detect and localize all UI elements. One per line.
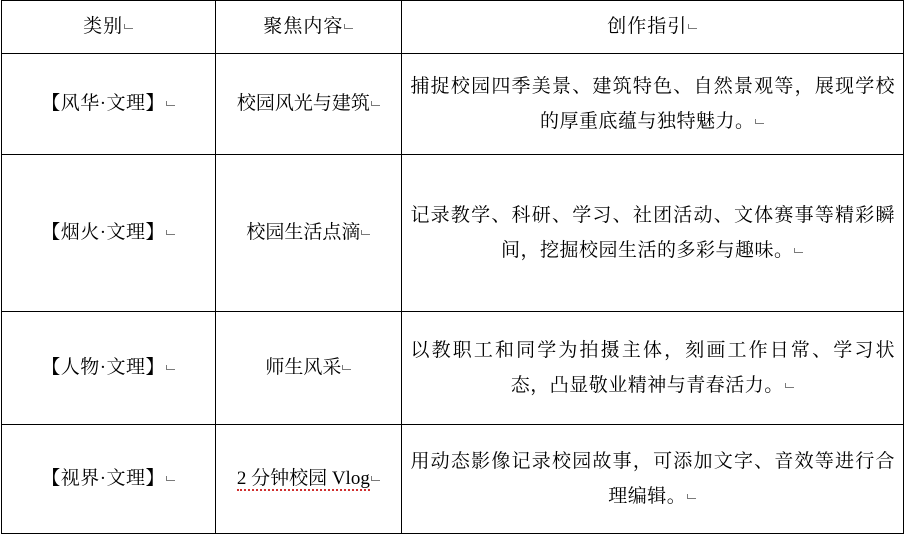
header-label-category: 类别 xyxy=(83,16,124,38)
pilcrow-mark-icon xyxy=(688,22,698,32)
guide-text: 用动态影像记录校园故事，可添加文字、音效等进行合理编辑。 xyxy=(410,450,895,507)
table-row xyxy=(2,155,904,312)
table-row xyxy=(2,425,904,534)
cell-category xyxy=(2,155,216,312)
pilcrow-mark-icon xyxy=(342,363,352,373)
creation-guidelines-table xyxy=(1,0,904,534)
pilcrow-mark-icon xyxy=(371,99,381,109)
category-label: 【烟火·文理】 xyxy=(41,222,166,244)
pilcrow-mark-icon xyxy=(124,22,134,32)
table-body xyxy=(2,54,904,534)
cell-focus xyxy=(216,312,402,425)
pilcrow-mark-icon xyxy=(687,492,697,502)
pilcrow-mark-icon xyxy=(371,474,381,484)
cell-category xyxy=(2,54,216,155)
pilcrow-mark-icon xyxy=(794,246,804,256)
header-cell-category xyxy=(2,1,216,54)
guide-text: 捕捉校园四季美景、建筑特色、自然景观等，展现学校的厚重底蕴与独特魅力。 xyxy=(410,75,895,132)
cell-guide xyxy=(402,155,904,312)
pilcrow-mark-icon xyxy=(166,363,176,373)
pilcrow-mark-icon xyxy=(785,381,795,391)
focus-label: 校园生活点滴 xyxy=(246,222,361,244)
header-cell-guide xyxy=(402,1,904,54)
pilcrow-mark-icon xyxy=(166,474,176,484)
cell-category xyxy=(2,312,216,425)
category-label: 【风华·文理】 xyxy=(41,93,166,115)
focus-label: 2 分钟校园 Vlog xyxy=(236,468,370,490)
header-label-guide: 创作指引 xyxy=(607,16,688,38)
cell-guide xyxy=(402,425,904,534)
guide-text: 记录教学、科研、学习、社团活动、文体赛事等精彩瞬间，挖掘校园生活的多彩与趣味。 xyxy=(410,204,895,261)
pilcrow-mark-icon xyxy=(755,117,765,127)
cell-focus xyxy=(216,425,402,534)
focus-label: 师生风采 xyxy=(265,357,342,379)
pilcrow-mark-icon xyxy=(166,228,176,238)
header-label-focus: 聚焦内容 xyxy=(263,16,344,38)
table-row xyxy=(2,312,904,425)
table-header xyxy=(2,1,904,54)
pilcrow-mark-icon xyxy=(166,99,176,109)
pilcrow-mark-icon xyxy=(344,22,354,32)
table-header-row xyxy=(2,1,904,54)
cell-focus xyxy=(216,155,402,312)
cell-category xyxy=(2,425,216,534)
table-row xyxy=(2,54,904,155)
header-cell-focus xyxy=(216,1,402,54)
category-label: 【人物·文理】 xyxy=(41,357,166,379)
cell-focus xyxy=(216,54,402,155)
cell-guide xyxy=(402,312,904,425)
guide-text: 以教职工和同学为拍摄主体，刻画工作日常、学习状态，凸显敬业精神与青春活力。 xyxy=(410,339,895,396)
cell-guide xyxy=(402,54,904,155)
pilcrow-mark-icon xyxy=(361,228,371,238)
category-label: 【视界·文理】 xyxy=(41,468,166,490)
focus-label: 校园风光与建筑 xyxy=(236,93,370,115)
